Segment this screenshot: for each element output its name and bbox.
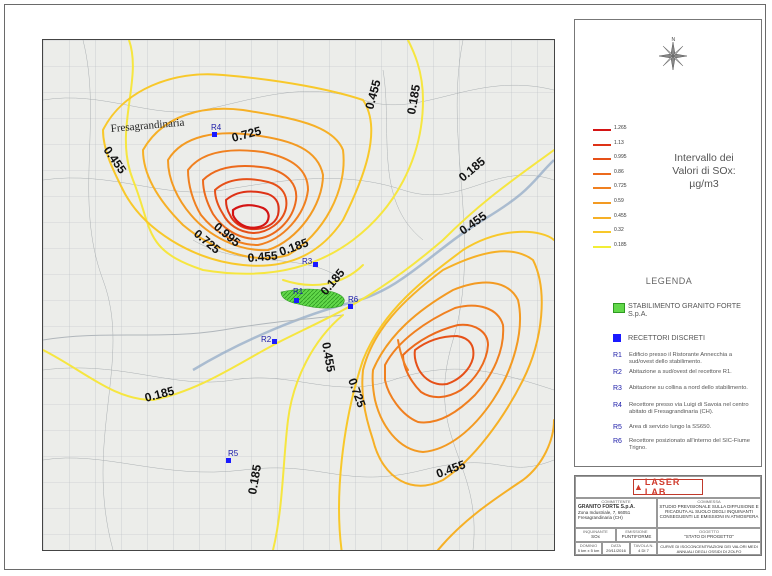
contour-label: 0.185 — [245, 463, 265, 496]
scale-swatch — [593, 187, 611, 189]
scale-title — [651, 152, 757, 191]
contour-label: 0.185 — [404, 83, 424, 116]
place-name: Fresagrandinaria — [110, 116, 185, 135]
plant-legend-line: STABILIMENTO GRANITO FORTE — [628, 301, 741, 310]
curve-cell — [657, 542, 761, 555]
compass-north-letter: N — [671, 37, 676, 43]
receptor-label: R6 — [348, 295, 359, 304]
receptor-code: R1 — [613, 352, 622, 359]
scale-swatch — [593, 144, 611, 146]
logo-area — [575, 476, 761, 498]
data-cell — [602, 542, 630, 555]
title-block — [574, 475, 762, 556]
receptor-legend-label: RECETTORI DISCRETI — [628, 333, 705, 342]
receptor-desc: Abitazione su collina a nord dello stabilimento. — [629, 385, 748, 391]
plant-legend-label — [628, 302, 741, 318]
receptor-code: R3 — [613, 385, 622, 392]
commessa-label: COMMESSA — [697, 499, 721, 504]
contour-label: 0.725 — [345, 376, 369, 410]
receptor-code: R5 — [613, 424, 622, 431]
scale-swatch — [593, 231, 611, 233]
contour-label: 0.455 — [434, 457, 468, 481]
receptor-code: R6 — [613, 438, 622, 445]
contour-label: 0.185 — [277, 235, 311, 259]
legend-panel — [574, 19, 762, 467]
scale-swatch — [593, 202, 611, 204]
receptor-desc: Edificio presso il Ristorante Annecchia a sud/ovest dello stabilimento. — [629, 352, 733, 365]
committente-addr: Zona Industriale, 7, 66051 — [578, 510, 631, 515]
receptor-code: R2 — [613, 369, 622, 376]
oggetto-cell — [657, 528, 761, 542]
receptor-desc: Recettore presso via Luigi di Savoia nel centro abitato di Fresagrandinaria (CH). — [629, 402, 749, 415]
inquinante-label: INQUINANTE — [583, 529, 608, 534]
logo-text: LASER LAB — [644, 477, 681, 497]
scale-value: 0.185 — [614, 241, 627, 248]
contour-map[interactable] — [42, 39, 555, 551]
receptor-label: R5 — [228, 449, 239, 458]
contour-label: 0.725 — [191, 226, 224, 257]
tavola-label: TAVOLA N. — [633, 543, 654, 548]
committente-addr: Fresagrandinaria (CH) — [578, 515, 623, 520]
contour-label: 0.455 — [456, 208, 490, 238]
receptor-desc: Abitazione a sud/ovest del recettore R1. — [629, 369, 732, 375]
inquinante-cell — [575, 528, 616, 542]
emissione-cell — [616, 528, 657, 542]
receptor-marker[interactable] — [226, 458, 231, 463]
emissione-label: EMISSIONE — [625, 529, 648, 534]
inquinante-value: SOx — [591, 534, 600, 539]
contour-label: 0.185 — [455, 154, 488, 185]
scale-title-line: Intervallo dei — [674, 152, 734, 164]
committente-label: COMMITTENTE — [601, 499, 631, 504]
tavola-cell — [630, 542, 657, 555]
scale-value: 0.455 — [614, 212, 627, 219]
map-sheet — [4, 4, 766, 570]
contour-label: 0.725 — [230, 123, 263, 145]
data-label: DATA — [610, 543, 622, 548]
map-canvas — [43, 40, 554, 550]
receptor-marker[interactable] — [272, 339, 277, 344]
receptor-label: R3 — [302, 257, 313, 266]
legend-title: LEGENDA — [645, 276, 693, 286]
contour-label: 0.185 — [317, 265, 348, 298]
receptor-label: R2 — [261, 335, 272, 344]
logo-mark-icon: ▲ — [634, 482, 643, 492]
oggetto-label: OGGETTO — [699, 529, 719, 534]
compass-rose-icon — [653, 36, 693, 76]
scale-swatch — [593, 158, 611, 160]
scale-value: 0.59 — [614, 197, 624, 204]
curve-text: CURVE DI ISOCONCENTRAZIONI DEI VALORI MEDI ANNUALI DEGLI OSSIDI DI ZOLFO — [660, 544, 758, 554]
receptor-desc: Area di servizio lungo la SS650. — [629, 424, 712, 430]
plant-swatch — [613, 303, 625, 313]
receptor-marker[interactable] — [294, 298, 299, 303]
contour-label: 0.455 — [100, 143, 130, 177]
receptor-marker[interactable] — [212, 132, 217, 137]
receptor-swatch — [613, 334, 621, 342]
receptor-marker[interactable] — [348, 304, 353, 309]
dominio-value: 5 km x 5 km — [577, 548, 600, 553]
contour-label: 0.995 — [211, 219, 244, 250]
receptor-marker[interactable] — [313, 262, 318, 267]
scale-value: 1.265 — [614, 125, 627, 131]
scale-swatch — [593, 129, 611, 131]
data-value: 29/11/2016 — [606, 548, 626, 553]
scale-value: 0.725 — [614, 183, 627, 190]
receptor-desc: Recettore posizionato all'interno del SIC-Fiume Trigno. — [629, 438, 750, 451]
contour-label: 0.455 — [247, 248, 279, 265]
scale-swatch — [593, 246, 611, 248]
commessa-text: STUDIO PREVISIONALE SULLA DIFFUSIONE E RICADUTA AL SUOLO DEGLI INQUINANTI CONSEGUENTI LE EMISSIONI IN ATMOSFERA — [659, 504, 759, 519]
emissione-value: PUNTIFORME — [621, 534, 652, 539]
commessa-cell — [657, 498, 761, 528]
tavola-value: 4 DI 7 — [638, 548, 649, 553]
contour-label: 0.455 — [319, 341, 339, 374]
scale-title-line: Valori di SOx: — [672, 165, 736, 177]
plant-legend-line: S.p.A. — [628, 309, 648, 318]
scale-title-line: µg/m3 — [689, 178, 719, 190]
contour-label: 0.185 — [143, 383, 176, 405]
receptor-code: R4 — [613, 402, 622, 409]
scale-value: 0.995 — [614, 154, 627, 161]
scale-swatch — [593, 217, 611, 219]
receptor-label: R4 — [211, 123, 222, 132]
contour-label: 0.455 — [362, 78, 384, 111]
scale-value: 0.32 — [614, 227, 624, 234]
committente-name: GRANITO FORTE S.p.A. — [578, 504, 635, 510]
dominio-cell — [575, 542, 602, 555]
laser-lab-logo — [633, 479, 703, 495]
committente-cell — [575, 498, 657, 528]
oggetto-value: "STATO DI PROGETTO" — [684, 534, 734, 539]
scale-swatch — [593, 173, 611, 175]
dominio-label: DOMINIO — [579, 543, 598, 548]
scale-value: 1.13 — [614, 139, 624, 146]
receptor-label: R1 — [293, 287, 304, 296]
scale-value: 0.86 — [614, 168, 624, 175]
